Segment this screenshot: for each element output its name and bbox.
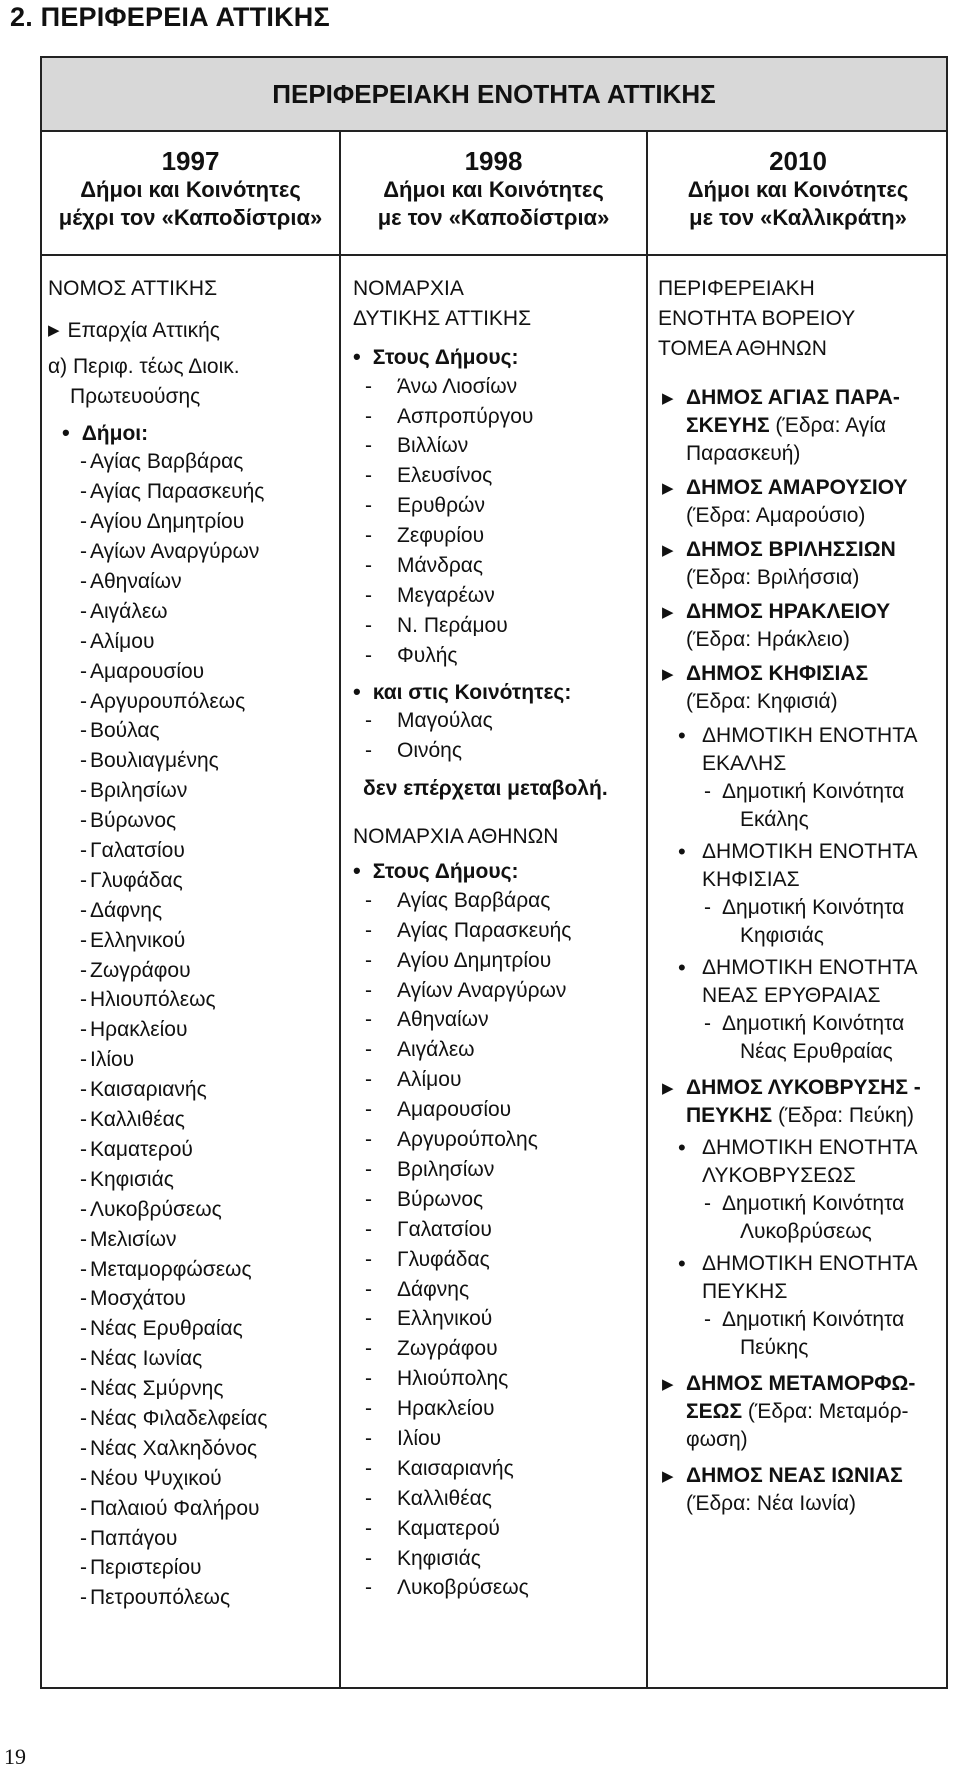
list-item: - Μοσχάτου (48, 1284, 339, 1314)
header-line: με τον «Καποδίστρια» (377, 205, 610, 230)
list-item: - Καλλιθέας (48, 1105, 339, 1135)
list-item: - Νέας Ιωνίας (48, 1344, 339, 1374)
header-year: 2010 (769, 146, 827, 176)
list-item: - Ζωγράφου (353, 1334, 646, 1364)
list-item: - Αιγάλεω (48, 597, 339, 627)
list-item: - Γλυφάδας (48, 866, 339, 896)
list-item: - Ασπροπύργου (353, 402, 646, 432)
municipality-name: ▶ ΔΗΜΟΣ ΒΡΙΛΗΣΣΙΩΝ (686, 537, 896, 561)
list-item: - Αλίμου (353, 1065, 646, 1095)
athens-list (353, 886, 646, 1603)
unit-name: • ΔΗΜΟΤΙΚΗ ΕΝΟΤΗΤΑ (702, 839, 918, 863)
community-name: - Δημοτική Κοινότητα (722, 1307, 905, 1331)
municipality-seat: (Έδρα: Πεύκη) (772, 1103, 915, 1127)
header-1998 (341, 132, 646, 254)
unit-name: • ΔΗΜΟΤΙΚΗ ΕΝΟΤΗΤΑ (702, 955, 918, 979)
municipality-seat: Παρασκευή) (686, 441, 801, 465)
list-item: - Παλαιού Φαλήρου (48, 1494, 339, 1524)
list-item: - Ζωγράφου (48, 956, 339, 986)
eparchia-label: ▶ Επαρχία Αττικής (48, 316, 339, 346)
municipality-list-1997 (48, 447, 339, 1613)
heading-line: ΤΟΜΕΑ ΑΘΗΝΩΝ (658, 336, 827, 360)
list-item: - Μεταμορφώσεως (48, 1255, 339, 1285)
unit-ekali (658, 722, 948, 778)
list-item: - Ιλίου (48, 1045, 339, 1075)
nomarchia-west-line1: ΝΟΜΑΡΧΙΑ (353, 277, 464, 300)
list-item: - Νέας Χαλκηδόνος (48, 1434, 339, 1464)
regional-unit-band: ΠΕΡΙΦΕΡΕΙΑΚΗ ΕΝΟΤΗΤΑ ΑΤΤΙΚΗΣ (42, 58, 946, 132)
header-line: Δήμοι και Κοινότητες (383, 177, 604, 202)
dimoi-label: • Δήμοι: (48, 418, 339, 448)
header-line: Δήμοι και Κοινότητες (687, 177, 909, 202)
municipality-metamorfosi (658, 1370, 948, 1454)
header-line: μέχρι τον «Καποδίστρια» (58, 205, 323, 230)
list-item: - Αλίμου (48, 627, 339, 657)
municipality-seat: (Έδρα: Αμαρούσιο) (686, 503, 866, 527)
column-1998 (341, 256, 646, 1687)
list-item: - Νέας Ερυθραίας (48, 1314, 339, 1344)
community-name: Πεύκης (740, 1335, 809, 1359)
list-item: - Καλλιθέας (353, 1484, 646, 1514)
list-item: - Καισαριανής (353, 1454, 646, 1484)
list-item: - Ηλιούπολης (353, 1364, 646, 1394)
heading-line: ΠΕΡΙΦΕΡΕΙΑΚΗ (658, 277, 815, 300)
community-lykovrysi (658, 1190, 948, 1246)
to-municipalities-label: • Στους Δήμους: (353, 856, 646, 886)
unit-name: • ΔΗΜΟΤΙΚΗ ΕΝΟΤΗΤΑ (702, 723, 918, 747)
periph-label-line1: α) Περιφ. τέως Διοικ. (48, 354, 240, 378)
list-item: - Μεγαρέων (353, 581, 646, 611)
list-item: - Οινόης (353, 736, 646, 766)
unit-name: ΝΕΑΣ ΕΡΥΘΡΑΙΑΣ (702, 983, 881, 1007)
municipality-nea-ionia (658, 1462, 948, 1518)
list-item: - Αγίων Αναργύρων (48, 537, 339, 567)
unit-name: ΚΗΦΙΣΙΑΣ (702, 867, 800, 891)
nomarchia-athens: ΝΟΜΑΡΧΙΑ ΑΘΗΝΩΝ (353, 825, 559, 849)
list-item: - Κηφισιάς (353, 1544, 646, 1574)
list-item: - Γαλατσίου (353, 1215, 646, 1245)
list-item: - Γαλατσίου (48, 836, 339, 866)
municipality-seat: (Έδρα: Αγία (769, 413, 887, 437)
header-1997 (42, 132, 339, 254)
municipality-lykovrysi-pefki (658, 1074, 948, 1130)
list-item: - Αγίου Δημητρίου (48, 507, 339, 537)
list-item: - Δάφνης (48, 896, 339, 926)
column-2010 (648, 256, 948, 1687)
municipalities-table (40, 56, 948, 1689)
communities-list (353, 706, 646, 766)
header-line: με τον «Καλλικράτη» (689, 205, 907, 230)
municipality-name: ▶ ΔΗΜΟΣ ΗΡΑΚΛΕΙΟΥ (686, 599, 891, 623)
municipality-seat: (Έδρα: Μεταμόρ- (742, 1399, 909, 1423)
list-item: - Αγίας Παρασκευής (48, 477, 339, 507)
community-name: - Δημοτική Κοινότητα (722, 779, 905, 803)
no-change-note: δεν επέρχεται μεταβολή. (363, 777, 608, 801)
list-item: - Ερυθρών (353, 491, 646, 521)
list-item: - Ζεφυρίου (353, 521, 646, 551)
community-kifisia (658, 894, 948, 950)
nomarchia-west-line2: ΔΥΤΙΚΗΣ ΑΤΤΙΚΗΣ (353, 306, 532, 330)
municipality-seat: (Έδρα: Νέα Ιωνία) (686, 1491, 856, 1515)
municipality-kifisia (658, 660, 948, 716)
list-item: - Φυλής (353, 641, 646, 671)
community-name: Λυκοβρύσεως (740, 1219, 872, 1243)
list-item: - Πετρουπόλεως (48, 1583, 339, 1613)
list-item: - Ν. Περάμου (353, 611, 646, 641)
unit-pefki (658, 1250, 948, 1306)
list-item: - Αθηναίων (48, 567, 339, 597)
municipality-amarousio (658, 474, 948, 530)
municipality-seat: (Έδρα: Βριλήσσια) (686, 565, 860, 589)
list-item: - Ελληνικού (353, 1304, 646, 1334)
municipality-name: ΠΕΥΚΗΣ (686, 1103, 773, 1127)
north-athens-heading (658, 274, 948, 364)
list-item: - Αγίας Παρασκευής (353, 916, 646, 946)
municipality-name: ΣΕΩΣ (686, 1399, 743, 1423)
municipality-seat: (Έδρα: Κηφισιά) (686, 689, 838, 713)
municipality-seat: (Έδρα: Ηράκλειο) (686, 627, 850, 651)
community-name: - Δημοτική Κοινότητα (722, 1011, 905, 1035)
list-item: - Ιλίου (353, 1424, 646, 1454)
list-item: - Αγίου Δημητρίου (353, 946, 646, 976)
municipality-irakleio (658, 598, 948, 654)
communities-label: • και στις Κοινότητες: (353, 677, 646, 707)
unit-nea-erythraia (658, 954, 948, 1010)
column-1997 (42, 256, 339, 1687)
to-municipalities-label: • Στους Δήμους: (353, 342, 646, 372)
list-item: - Νέου Ψυχικού (48, 1464, 339, 1494)
list-item: - Ελευσίνος (353, 461, 646, 491)
list-item: - Ελληνικού (48, 926, 339, 956)
nomos-label: ΝΟΜΟΣ ΑΤΤΙΚΗΣ (48, 277, 218, 300)
community-name: Εκάλης (740, 807, 809, 831)
municipality-name: ▶ ΔΗΜΟΣ ΚΗΦΙΣΙΑΣ (686, 661, 869, 685)
community-name: Νέας Ερυθραίας (740, 1039, 893, 1063)
municipality-agia-paraskevi (658, 384, 948, 468)
list-item: - Βύρωνος (353, 1185, 646, 1215)
list-item: - Αργυρουπόλεως (48, 687, 339, 717)
list-item: - Βουλιαγμένης (48, 746, 339, 776)
west-attica-list (353, 372, 646, 671)
list-item: - Ηρακλείου (48, 1015, 339, 1045)
municipality-name: ▶ ΔΗΜΟΣ ΝΕΑΣ ΙΩΝΙΑΣ (686, 1463, 903, 1487)
list-item: - Βύρωνος (48, 806, 339, 836)
list-item: - Δάφνης (353, 1275, 646, 1305)
community-name: - Δημοτική Κοινότητα (722, 1191, 905, 1215)
header-row (42, 132, 946, 256)
heading-line: ΕΝΟΤΗΤΑ ΒΟΡΕΙΟΥ (658, 306, 856, 330)
page-number: 19 (4, 1744, 26, 1769)
municipality-name: ▶ ΔΗΜΟΣ ΑΓΙΑΣ ΠΑΡΑ- (686, 385, 900, 409)
list-item: - Ηλιουπόλεως (48, 985, 339, 1015)
list-item: - Λυκοβρύσεως (353, 1573, 646, 1603)
municipality-seat: φωση) (686, 1427, 748, 1451)
unit-kifisia (658, 838, 948, 894)
list-item: - Ηρακλείου (353, 1394, 646, 1424)
municipality-name: ▶ ΔΗΜΟΣ ΛΥΚΟΒΡΥΣΗΣ - (686, 1075, 921, 1099)
periph-label-line2: Πρωτευούσης (70, 384, 201, 408)
community-pefki (658, 1306, 948, 1362)
list-item: - Αγίας Βαρβάρας (353, 886, 646, 916)
list-item: - Αργυρούπολης (353, 1125, 646, 1155)
list-item: - Καματερού (48, 1135, 339, 1165)
municipality-name: ▶ ΔΗΜΟΣ ΜΕΤΑΜΟΡΦΩ- (686, 1371, 916, 1395)
community-nea-erythraia (658, 1010, 948, 1066)
list-item: - Γλυφάδας (353, 1245, 646, 1275)
list-item: - Αμαρουσίου (48, 657, 339, 687)
list-item: - Αιγάλεω (353, 1035, 646, 1065)
list-item: - Βούλας (48, 716, 339, 746)
list-item: - Νέας Φιλαδελφείας (48, 1404, 339, 1434)
unit-name: ΕΚΑΛΗΣ (702, 751, 787, 775)
header-year: 1997 (161, 146, 220, 176)
unit-name: • ΔΗΜΟΤΙΚΗ ΕΝΟΤΗΤΑ (702, 1135, 918, 1159)
list-item: - Μάνδρας (353, 551, 646, 581)
document-title: 2. ΠΕΡΙΦΕΡΕΙΑ ΑΤΤΙΚΗΣ (10, 2, 330, 32)
community-name: - Δημοτική Κοινότητα (722, 895, 905, 919)
list-item: - Λυκοβρύσεως (48, 1195, 339, 1225)
list-item: - Βριλησίων (353, 1155, 646, 1185)
list-item: - Περιστερίου (48, 1553, 339, 1583)
list-item: - Κηφισιάς (48, 1165, 339, 1195)
list-item: - Μελισίων (48, 1225, 339, 1255)
list-item: - Βιλλίων (353, 431, 646, 461)
header-2010 (648, 132, 948, 254)
list-item: - Νέας Σμύρνης (48, 1374, 339, 1404)
unit-name: ΛΥΚΟΒΡΥΣΕΩΣ (702, 1163, 856, 1187)
list-item: - Καισαριανής (48, 1075, 339, 1105)
list-item: - Αγίας Βαρβάρας (48, 447, 339, 477)
municipality-vrilissia (658, 536, 948, 592)
community-name: Κηφισιάς (740, 923, 824, 947)
header-year: 1998 (464, 146, 523, 176)
list-item: - Βριλησίων (48, 776, 339, 806)
municipality-name: ΣΚΕΥΗΣ (686, 413, 770, 437)
list-item: - Παπάγου (48, 1524, 339, 1554)
unit-lykovrysi (658, 1134, 948, 1190)
list-item: - Αθηναίων (353, 1005, 646, 1035)
community-ekali (658, 778, 948, 834)
list-item: - Μαγούλας (353, 706, 646, 736)
list-item: - Καματερού (353, 1514, 646, 1544)
list-item: - Αγίων Αναργύρων (353, 976, 646, 1006)
unit-name: ΠΕΥΚΗΣ (702, 1279, 788, 1303)
list-item: - Άνω Λιοσίων (353, 372, 646, 402)
header-line: Δήμοι και Κοινότητες (80, 177, 301, 202)
list-item: - Αμαρουσίου (353, 1095, 646, 1125)
unit-name: • ΔΗΜΟΤΙΚΗ ΕΝΟΤΗΤΑ (702, 1251, 918, 1275)
municipality-name: ▶ ΔΗΜΟΣ ΑΜΑΡΟΥΣΙΟΥ (686, 475, 908, 499)
